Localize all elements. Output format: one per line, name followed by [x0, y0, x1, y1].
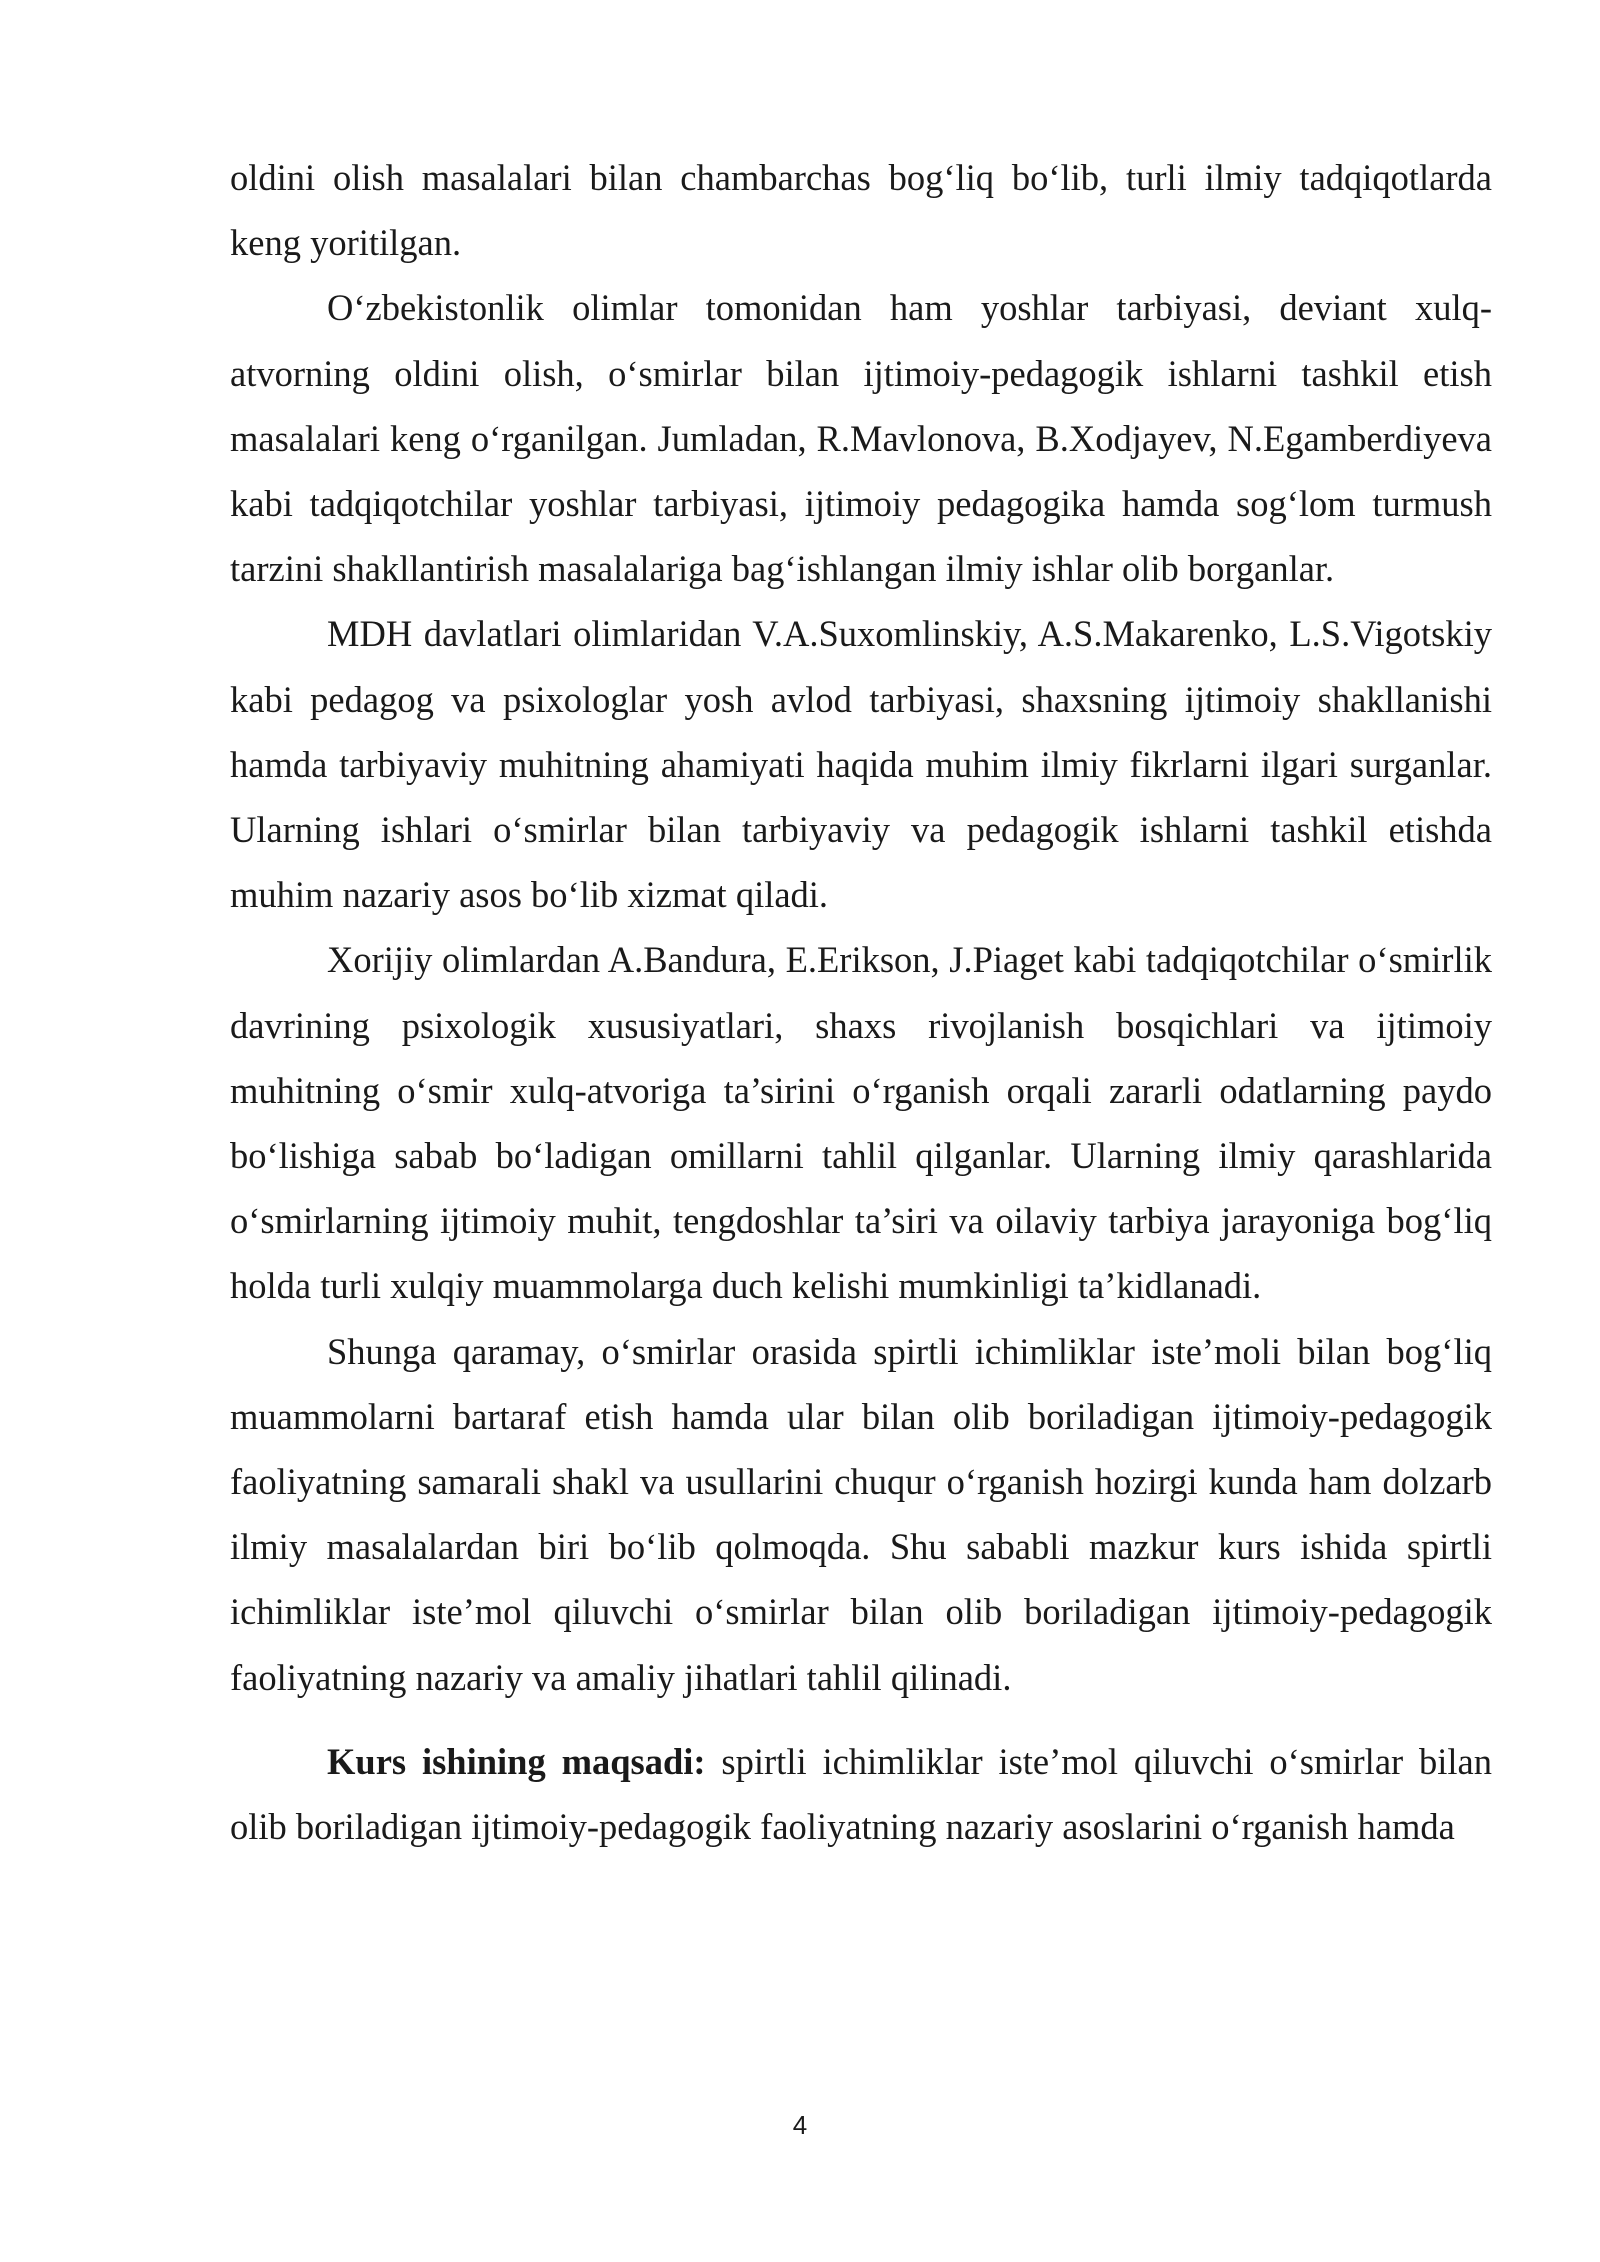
page-number: 4 [792, 2110, 808, 2140]
paragraph-uzbek-scholars: O‘zbekistonlik olimlar tomonidan ham yoshlar tarbiyasi, deviant xulq-atvorning oldini olish, o‘smirlar bilan ijtimoiy-pedagogik ishlarni tashkil etish masalalari keng o‘rganilgan. Jumladan, R.Mavlonova, B.Xodjayev, N.Egamberdiyeva kabi tadqiqotchilar yoshlar tarbiyasi, ijtimoiy pedagogika hamda sog‘lom turmush tarzini shakllantirish masalalariga bag‘ishlangan ilmiy ishlar olib borganlar. [230, 287, 1492, 590]
paragraph-continuation: oldini olish masalalari bilan chambarchas bog‘liq bo‘lib, turli ilmiy tadqiqotlarda keng yoritilgan. [230, 157, 1492, 264]
paragraph-course-goal [230, 1729, 1492, 1859]
course-goal-label: Kurs ishining maqsadi: [327, 1740, 706, 1782]
paragraph-cis-scholars: MDH davlatlari olimlaridan V.A.Suxomlinskiy, A.S.Makarenko, L.S.Vigotskiy kabi pedagog va psixologlar yosh avlod tarbiyasi, shaxsning ijtimoiy shakllanishi hamda tarbiyaviy muhitning ahamiyati haqida muhim ilmiy fikrlarni ilgari surganlar. Ularning ishlari o‘smirlar bilan tarbiyaviy va pedagogik ishlarni tashkil etishda muhim nazariy asos bo‘lib xizmat qiladi. [230, 613, 1492, 916]
course-goal-text: spirtli ichimliklar iste’mol qiluvchi o‘smirlar bilan olib boriladigan ijtimoiy-pedagogik faoliyatning nazariy asoslarini o‘rganish hamda [230, 1740, 1493, 1848]
paragraph-foreign-scholars: Xorijiy olimlardan A.Bandura, E.Erikson, J.Piaget kabi tadqiqotchilar o‘smirlik davrining psixologik xususiyatlari, shaxs rivojlanish bosqichlari va ijtimoiy muhitning o‘smir xulq-atvoriga ta’sirini o‘rganish orqali zararli odatlarning paydo bo‘lishiga sabab bo‘ladigan omillarni tahlil qilganlar. Ularning ilmiy qarashlarida o‘smirlarning ijtimoiy muhit, tengdoshlar ta’siri va oilaviy tarbiya jarayoniga bog‘liq holda turli xulqiy muammolarga duch kelishi mumkinligi ta’kidlanadi. [230, 939, 1492, 1307]
page-body [230, 145, 1492, 1859]
paragraph-relevance: Shunga qaramay, o‘smirlar orasida spirtli ichimliklar iste’moli bilan bog‘liq muammolarni bartaraf etish hamda ular bilan olib boriladigan ijtimoiy-pedagogik faoliyatning samarali shakl va usullarini chuqur o‘rganish hozirgi kunda ham dolzarb ilmiy masalalardan biri bo‘lib qolmoqda. Shu sababli mazkur kurs ishida spirtli ichimliklar iste’mol qiluvchi o‘smirlar bilan olib boriladigan ijtimoiy-pedagogik faoliyatning nazariy va amaliy jihatlari tahlil qilinadi. [230, 1330, 1492, 1698]
